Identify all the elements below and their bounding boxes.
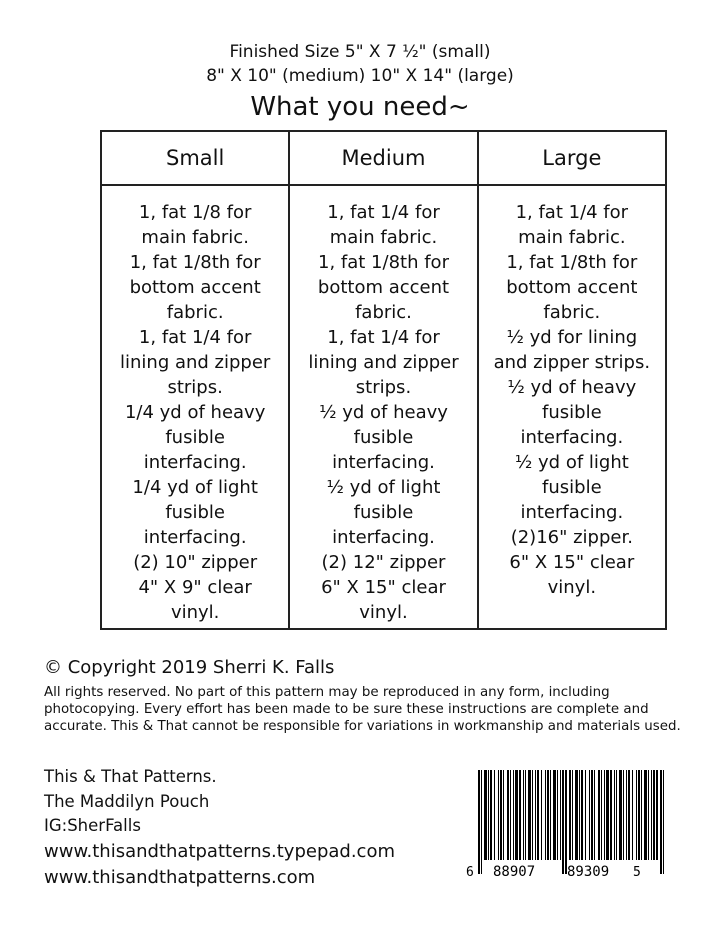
material-line: ½ yd of light (514, 452, 629, 473)
material-line: 6" X 15" clear (509, 552, 635, 573)
material-line: fabric. (543, 302, 601, 323)
medium-materials (296, 200, 470, 625)
header-small: Small (101, 131, 289, 185)
material-line: fabric. (166, 302, 224, 323)
material-line: vinyl. (359, 602, 408, 623)
material-line: 1, fat 1/8th for (318, 252, 449, 273)
what-you-need-title: What you need~ (250, 92, 470, 122)
material-line: lining and zipper (308, 352, 459, 373)
material-line: ½ yd of heavy (507, 377, 637, 398)
material-line: fusible (542, 477, 602, 498)
material-line: bottom accent (129, 277, 261, 298)
finished-size-line-2: 8" X 10" (medium) 10" X 14" (large) (206, 66, 514, 86)
header (0, 40, 720, 124)
barcode-group-2: 89309 (567, 864, 610, 880)
website-link-1[interactable]: www.thisandthatpatterns.typepad.com (44, 840, 395, 862)
material-line: 1/4 yd of light (132, 477, 258, 498)
copyright-notice: © Copyright 2019 Sherri K. Falls (44, 657, 335, 678)
material-line: ½ yd of light (326, 477, 441, 498)
material-line: and zipper strips. (493, 352, 651, 373)
material-line: fusible (165, 502, 225, 523)
material-line: interfacing. (143, 527, 247, 548)
contact-info (44, 765, 395, 891)
cell-small (101, 185, 289, 629)
material-line: main fabric. (329, 227, 438, 248)
material-line: 1, fat 1/4 for (327, 202, 440, 223)
material-line: ½ yd for lining (506, 327, 638, 348)
material-line: interfacing. (332, 452, 435, 473)
material-line: 4" X 9" clear (138, 577, 252, 598)
header-medium: Medium (289, 131, 477, 185)
material-line: vinyl. (547, 577, 597, 598)
material-line: interfacing. (520, 502, 624, 523)
material-line: 1, fat 1/4 for (138, 327, 252, 348)
material-line: bottom accent (317, 277, 450, 298)
header-large: Large (478, 131, 666, 185)
requirements-table (100, 130, 667, 630)
material-line: interfacing. (143, 452, 247, 473)
material-line: (2) 10" zipper (133, 552, 258, 573)
material-line: bottom accent (506, 277, 638, 298)
rights-notice: All rights reserved. No part of this pattern may be reproduced in any form, including photocopying. Every effort has been made to be sure these instructions are complete and accurate. This & That cannot be responsible for variations in workmanship and materials used. (44, 685, 681, 734)
material-line: fusible (165, 427, 225, 448)
material-line: 1/4 yd of heavy (124, 402, 266, 423)
material-line: strips. (355, 377, 412, 398)
material-line: lining and zipper (120, 352, 271, 373)
material-line: main fabric. (518, 227, 626, 248)
barcode (462, 768, 680, 880)
company-name: This & That Patterns. (44, 767, 217, 786)
table-row (101, 185, 666, 629)
finished-size-line-1: Finished Size 5" X 7 ½" (small) (229, 42, 491, 62)
material-line: 1, fat 1/8 for (138, 202, 252, 223)
material-line: 1, fat 1/4 for (327, 327, 440, 348)
material-line: strips. (167, 377, 223, 398)
barcode-bars (478, 770, 664, 874)
barcode-group-1: 88907 (493, 864, 536, 880)
material-line: fusible (542, 402, 602, 423)
material-line: 1, fat 1/8th for (129, 252, 261, 273)
large-materials (485, 200, 659, 600)
material-line: interfacing. (520, 427, 624, 448)
material-line: (2)16" zipper. (510, 527, 633, 548)
material-line: ½ yd of heavy (319, 402, 448, 423)
material-line: (2) 12" zipper (321, 552, 446, 573)
cell-large (478, 185, 666, 629)
material-line: 1, fat 1/4 for (515, 202, 629, 223)
material-line: main fabric. (141, 227, 249, 248)
pattern-name: The Maddilyn Pouch (44, 791, 210, 811)
barcode-digit-left: 6 (466, 865, 474, 880)
website-link-2[interactable]: www.thisandthatpatterns.com (44, 866, 316, 888)
material-line: fusible (353, 427, 414, 448)
table-header-row (101, 131, 666, 185)
material-line: fusible (353, 502, 414, 523)
material-line: vinyl. (170, 602, 220, 623)
barcode-digit-right: 5 (633, 865, 641, 880)
material-line: interfacing. (332, 527, 435, 548)
material-line: 6" X 15" clear (321, 577, 446, 598)
instagram-handle: IG:SherFalls (44, 816, 141, 835)
cell-medium (289, 185, 477, 629)
material-line: 1, fat 1/8th for (506, 252, 638, 273)
small-materials (108, 200, 282, 625)
material-line: fabric. (355, 302, 412, 323)
